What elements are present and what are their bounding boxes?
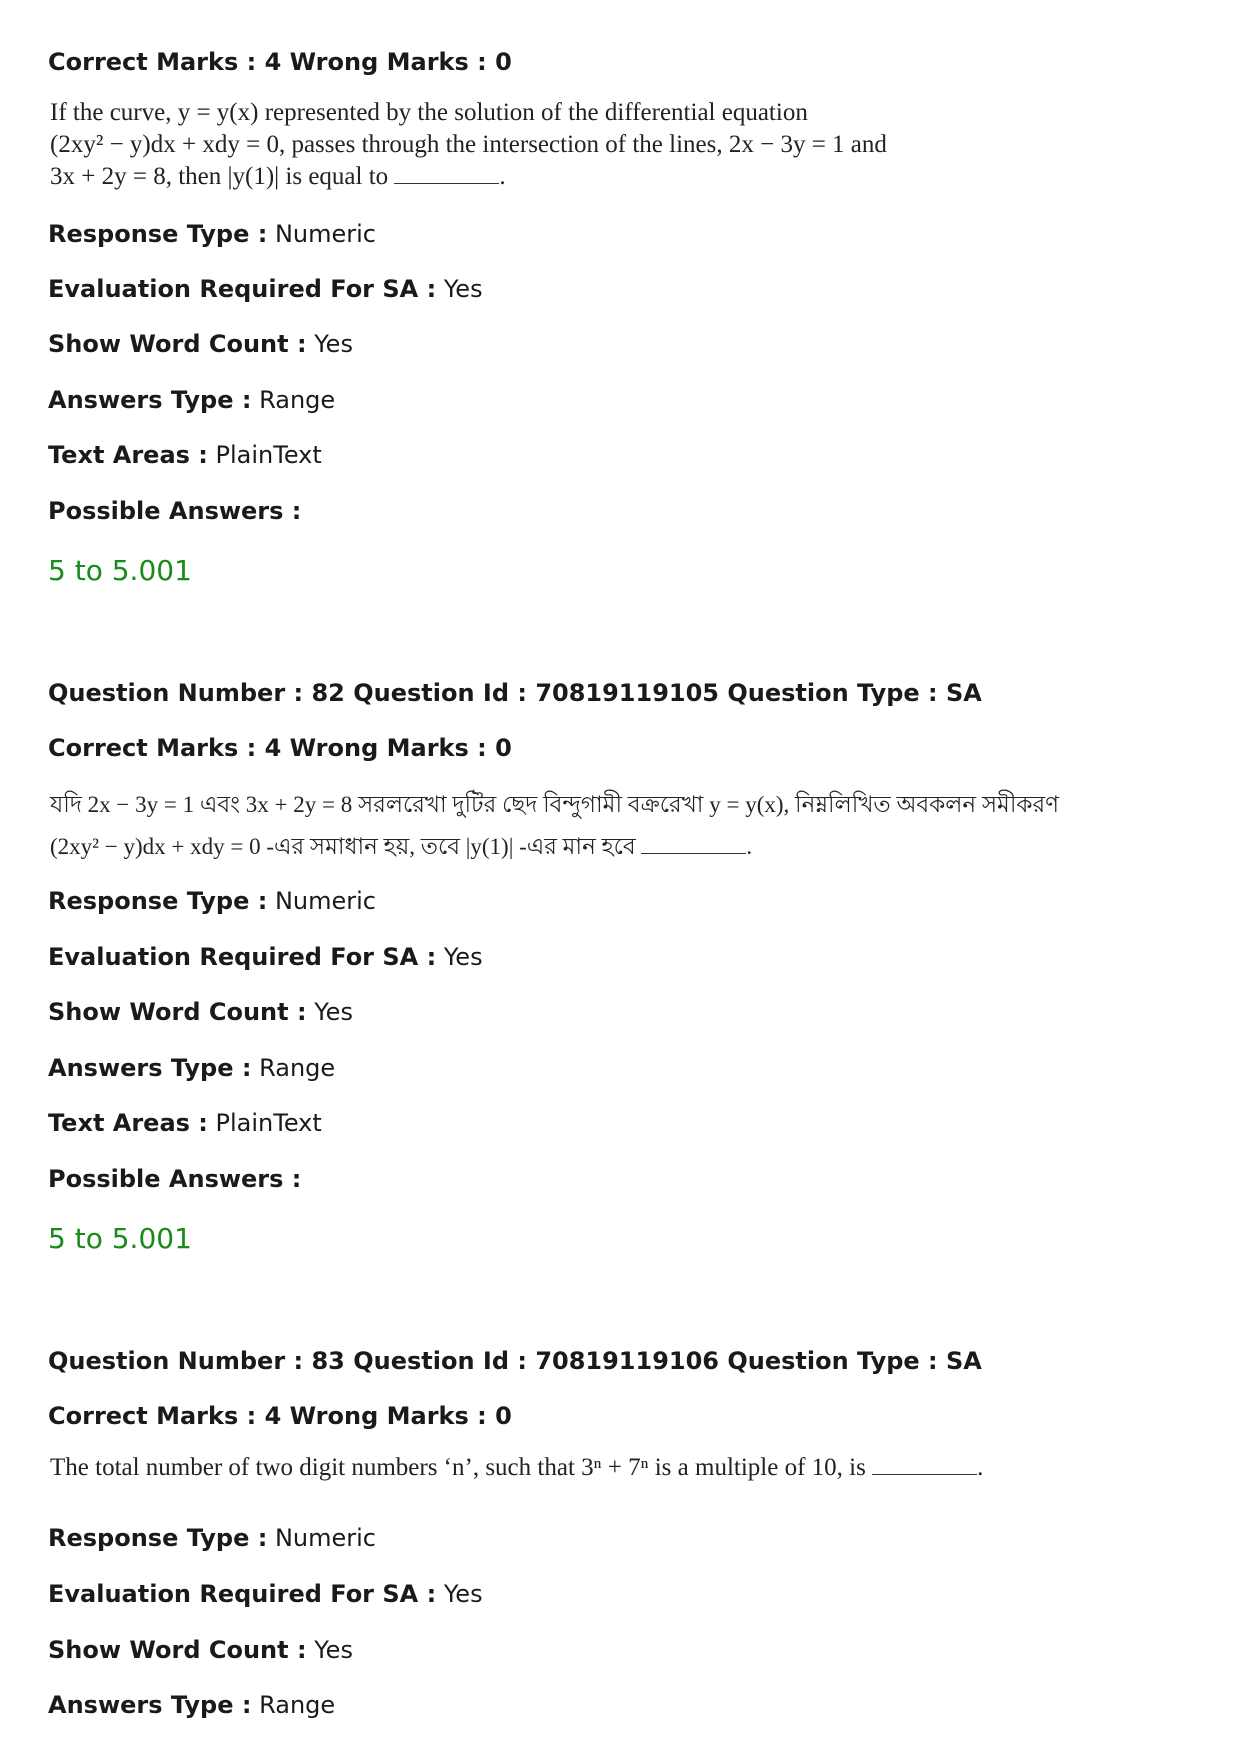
question-line: If the curve, y = y(x) represented by the solution of the differential equation [50,99,808,126]
question-text: The total number of two digit numbers ‘n’, such that 3ⁿ + 7ⁿ is a multiple of 10, is . [50,1454,984,1481]
field-response-type: Response Type : Numeric [48,887,376,915]
question-line: (2xy² − y)dx + xdy = 0, passes through the intersection of the lines, 2x − 3y = 1 and [50,131,887,158]
field-possible-answers: Possible Answers : [48,497,302,525]
possible-answer-value: 5 to 5.001 [48,554,192,587]
field-show-word-count: Show Word Count : Yes [48,1636,353,1664]
answer-blank [641,833,746,854]
marks-label: Correct Marks : 4 Wrong Marks : 0 [48,48,512,76]
question-line: 3x + 2y = 8, then |y(1)| is equal to [50,163,389,190]
answer-blank [394,163,499,184]
field-answers-type: Answers Type : Range [48,386,336,414]
field-text-areas: Text Areas : PlainText [48,441,322,469]
question-line: The total number of two digit numbers ‘n’, such that 3ⁿ + 7ⁿ is a multiple of 10, is [50,1454,866,1481]
field-possible-answers: Possible Answers : [48,1165,302,1193]
field-show-word-count: Show Word Count : Yes [48,998,353,1026]
marks-label: Correct Marks : 4 Wrong Marks : 0 [48,1402,512,1430]
question-header: Question Number : 82 Question Id : 70819119105 Question Type : SA [48,679,982,707]
field-answers-type: Answers Type : Range [48,1054,336,1082]
field-response-type: Response Type : Numeric [48,1524,376,1552]
field-answers-type: Answers Type : Range [48,1691,336,1719]
field-evaluation-required: Evaluation Required For SA : Yes [48,275,483,303]
question-header: Question Number : 83 Question Id : 70819119106 Question Type : SA [48,1347,982,1375]
field-evaluation-required: Evaluation Required For SA : Yes [48,1580,483,1608]
answer-blank [872,1454,977,1475]
question-text: যদি 2x − 3y = 1 এবং 3x + 2y = 8 সরলরেখা দুটির ছেদ বিন্দুগামী বক্ররেখা y = y(x), নিম্নলিখিত অবকলন সমীকরণ (2xy² − y)dx + xdy = 0 -এর সমাধান হয়, তবে |y(1)| -এর মান হবে . [50,784,1059,868]
field-evaluation-required: Evaluation Required For SA : Yes [48,943,483,971]
question-line: (2xy² − y)dx + xdy = 0 -এর সমাধান হয়, তবে |y(1)| -এর মান হবে [50,834,636,859]
question-text: If the curve, y = y(x) represented by the solution of the differential equation (2xy² − y)dx + xdy = 0, passes through the intersection of the lines, 2x − 3y = 1 and 3x + 2y = 8, then |y(1)| is equal to . [50,99,887,190]
field-text-areas: Text Areas : PlainText [48,1109,322,1137]
marks-label: Correct Marks : 4 Wrong Marks : 0 [48,734,512,762]
field-show-word-count: Show Word Count : Yes [48,330,353,358]
question-line: যদি 2x − 3y = 1 এবং 3x + 2y = 8 সরলরেখা দুটির ছেদ বিন্দুগামী বক্ররেখা y = y(x), নিম্নলিখিত অবকলন সমীকরণ [50,792,1060,817]
possible-answer-value: 5 to 5.001 [48,1222,192,1255]
field-response-type: Response Type : Numeric [48,220,376,248]
